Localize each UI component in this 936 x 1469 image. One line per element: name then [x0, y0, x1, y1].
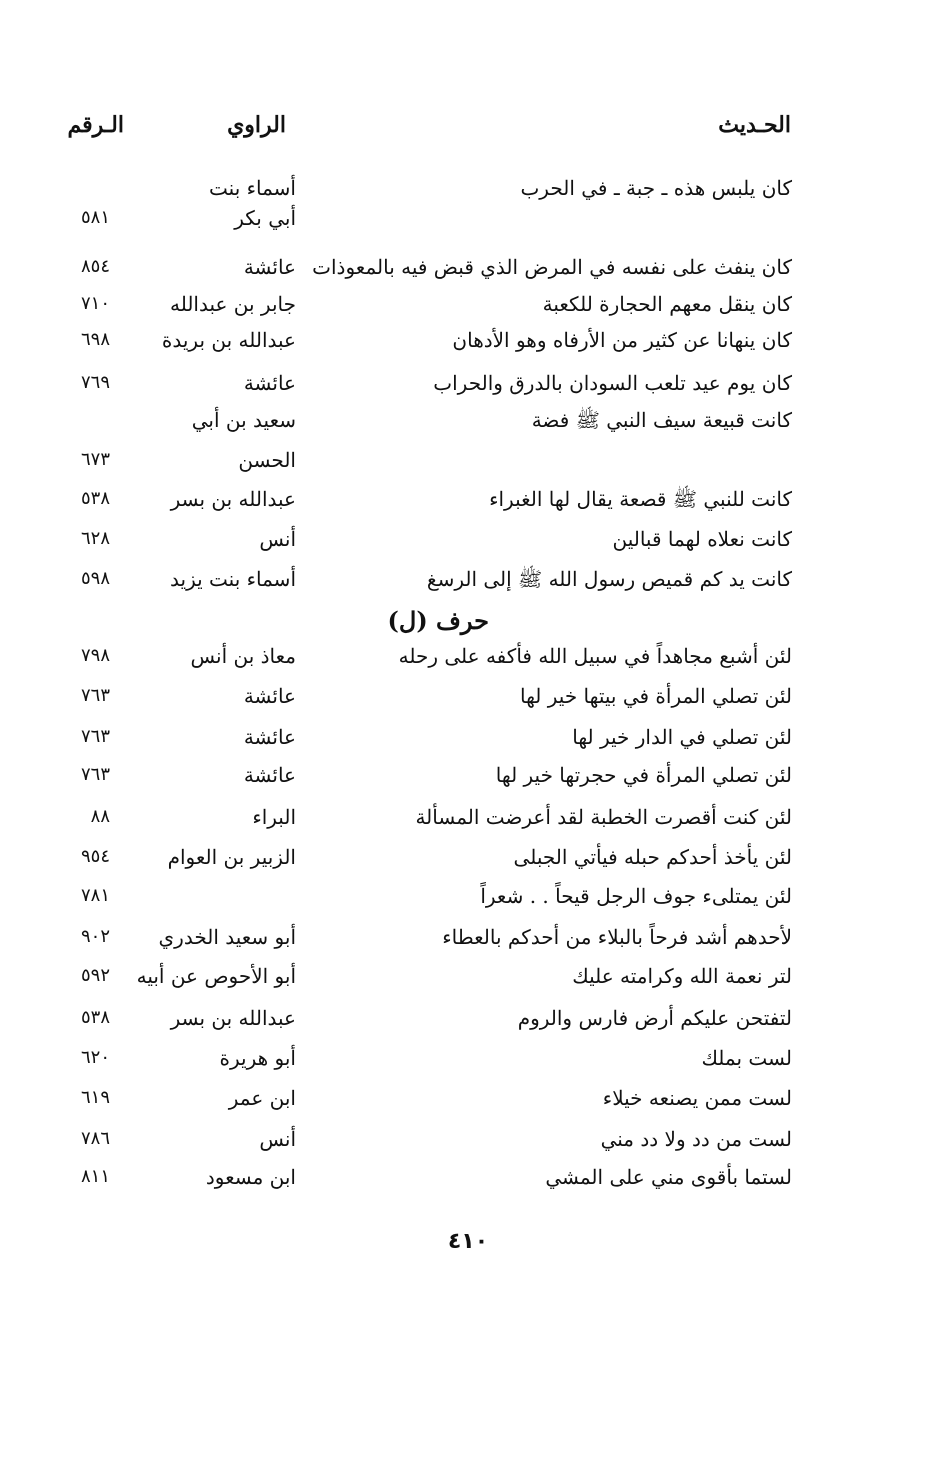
column-header-number: الـرقم	[67, 112, 124, 138]
hadith-number: ٥٩٢	[80, 965, 110, 986]
hadith-text: كان ينهانا عن كثير من الأرفاه وهو الأدهان	[452, 328, 792, 352]
section-heading: حرف (ل)	[387, 606, 489, 635]
hadith-text: لئن أشبع مجاهداً في سبيل الله فأكفه على رحله	[398, 644, 792, 668]
narrator-name: ابن مسعود	[205, 1165, 296, 1189]
hadith-number: ٥٨١	[80, 207, 110, 228]
hadith-number: ٧٦٣	[80, 685, 110, 706]
hadith-text: لئن يأخذ أحدكم حبله فيأتي الجبلى	[513, 845, 792, 869]
hadith-text: لست من دد ولا دد مني	[600, 1127, 792, 1151]
hadith-number: ٨٥٤	[80, 256, 110, 277]
narrator-name: أسماء بنت	[209, 176, 296, 200]
hadith-text: كانت نعلاه لهما قبالين	[612, 527, 792, 551]
hadith-number: ٧٦٣	[80, 726, 110, 747]
column-header-hadith: الحـديث	[718, 112, 791, 138]
narrator-name: أنس	[259, 1127, 296, 1151]
narrator-name: عائشة	[243, 255, 296, 279]
page-number: ٤١٠	[447, 1229, 489, 1254]
hadith-text: كانت يد كم قميص رسول الله ﷺ إلى الرسغ	[426, 567, 792, 591]
hadith-number: ٧٦٩	[80, 372, 110, 393]
narrator-name: عائشة	[243, 684, 296, 708]
narrator-name: عائشة	[243, 725, 296, 749]
hadith-number: ٦٩٨	[80, 329, 110, 350]
narrator-name: عبدالله بن بريدة	[161, 328, 296, 352]
hadith-number: ٨٨	[90, 806, 110, 827]
hadith-number: ٩٠٢	[80, 926, 110, 947]
hadith-text: كان يوم عيد تلعب السودان بالدرق والحراب	[433, 371, 792, 395]
narrator-name: جابر بن عبدالله	[169, 292, 296, 316]
narrator-name: أبو الأحوص عن أبيه	[136, 964, 296, 988]
hadith-text: لئن تصلي في الدار خير لها	[572, 725, 792, 749]
narrator-name: الحسن	[238, 448, 296, 472]
column-header-narrator: الراوي	[227, 112, 286, 138]
narrator-name: عبدالله بن بسر	[170, 1006, 296, 1030]
hadith-number: ٦٧٣	[80, 449, 110, 470]
hadith-number: ٩٥٤	[80, 846, 110, 867]
hadith-number: ٧١٠	[80, 293, 110, 314]
hadith-text: لئن يمتلىء جوف الرجل قيحاً . . شعراً	[480, 884, 792, 908]
hadith-text: كان يلبس هذه ـ جبة ـ في الحرب	[520, 176, 792, 200]
hadith-text: كان ينفث على نفسه في المرض الذي قبض فيه بالمعوذات	[312, 255, 792, 279]
hadith-number: ٧٦٣	[80, 764, 110, 785]
narrator-name: عائشة	[243, 371, 296, 395]
hadith-text: لستما بأقوى مني على المشي	[545, 1165, 792, 1189]
narrator-name: عبدالله بن بسر	[170, 487, 296, 511]
hadith-number: ٥٩٨	[80, 568, 110, 589]
hadith-number: ٦٢٨	[80, 528, 110, 549]
hadith-text: كان ينقل معهم الحجارة للكعبة	[542, 292, 792, 316]
narrator-name: أنس	[259, 527, 296, 551]
narrator-name: أبي بكر	[234, 206, 296, 230]
hadith-number: ٥٣٨	[80, 1007, 110, 1028]
hadith-text: لئن تصلي المرأة في بيتها خير لها	[519, 684, 792, 708]
hadith-number: ٧٨١	[80, 885, 110, 906]
hadith-number: ٦١٩	[80, 1087, 110, 1108]
hadith-text: لئن كنت أقصرت الخطبة لقد أعرضت المسألة	[415, 805, 792, 829]
hadith-text: لتفتحن عليكم أرض فارس والروم	[517, 1006, 792, 1030]
narrator-name: عائشة	[243, 763, 296, 787]
narrator-name: أبو هريرة	[219, 1046, 296, 1070]
hadith-text: لست بملك	[701, 1046, 792, 1070]
narrator-name: معاذ بن أنس	[190, 644, 296, 668]
narrator-name: سعيد بن أبي	[191, 408, 296, 432]
hadith-text: لست ممن يصنعه خيلاء	[602, 1086, 792, 1110]
narrator-name: الزبير بن العوام	[167, 845, 296, 869]
narrator-name: ابن عمر	[228, 1086, 296, 1110]
narrator-name: أبو سعيد الخدري	[158, 925, 296, 949]
hadith-number: ٦٢٠	[80, 1047, 110, 1068]
hadith-text: كانت قبيعة سيف النبي ﷺ فضة	[531, 408, 792, 432]
hadith-text: لتر نعمة الله وكرامته عليك	[572, 964, 792, 988]
narrator-name: أسماء بنت يزيد	[170, 567, 296, 591]
hadith-number: ٧٨٦	[80, 1128, 110, 1149]
narrator-name: البراء	[252, 805, 296, 829]
hadith-text: لأحدهم أشد فرحاً بالبلاء من أحدكم بالعطاء	[442, 925, 792, 949]
hadith-text: كانت للنبي ﷺ قصعة يقال لها الغبراء	[489, 487, 792, 511]
hadith-number: ٥٣٨	[80, 488, 110, 509]
hadith-text: لئن تصلي المرأة في حجرتها خير لها	[495, 763, 792, 787]
hadith-number: ٨١١	[80, 1166, 110, 1187]
hadith-number: ٧٩٨	[80, 645, 110, 666]
